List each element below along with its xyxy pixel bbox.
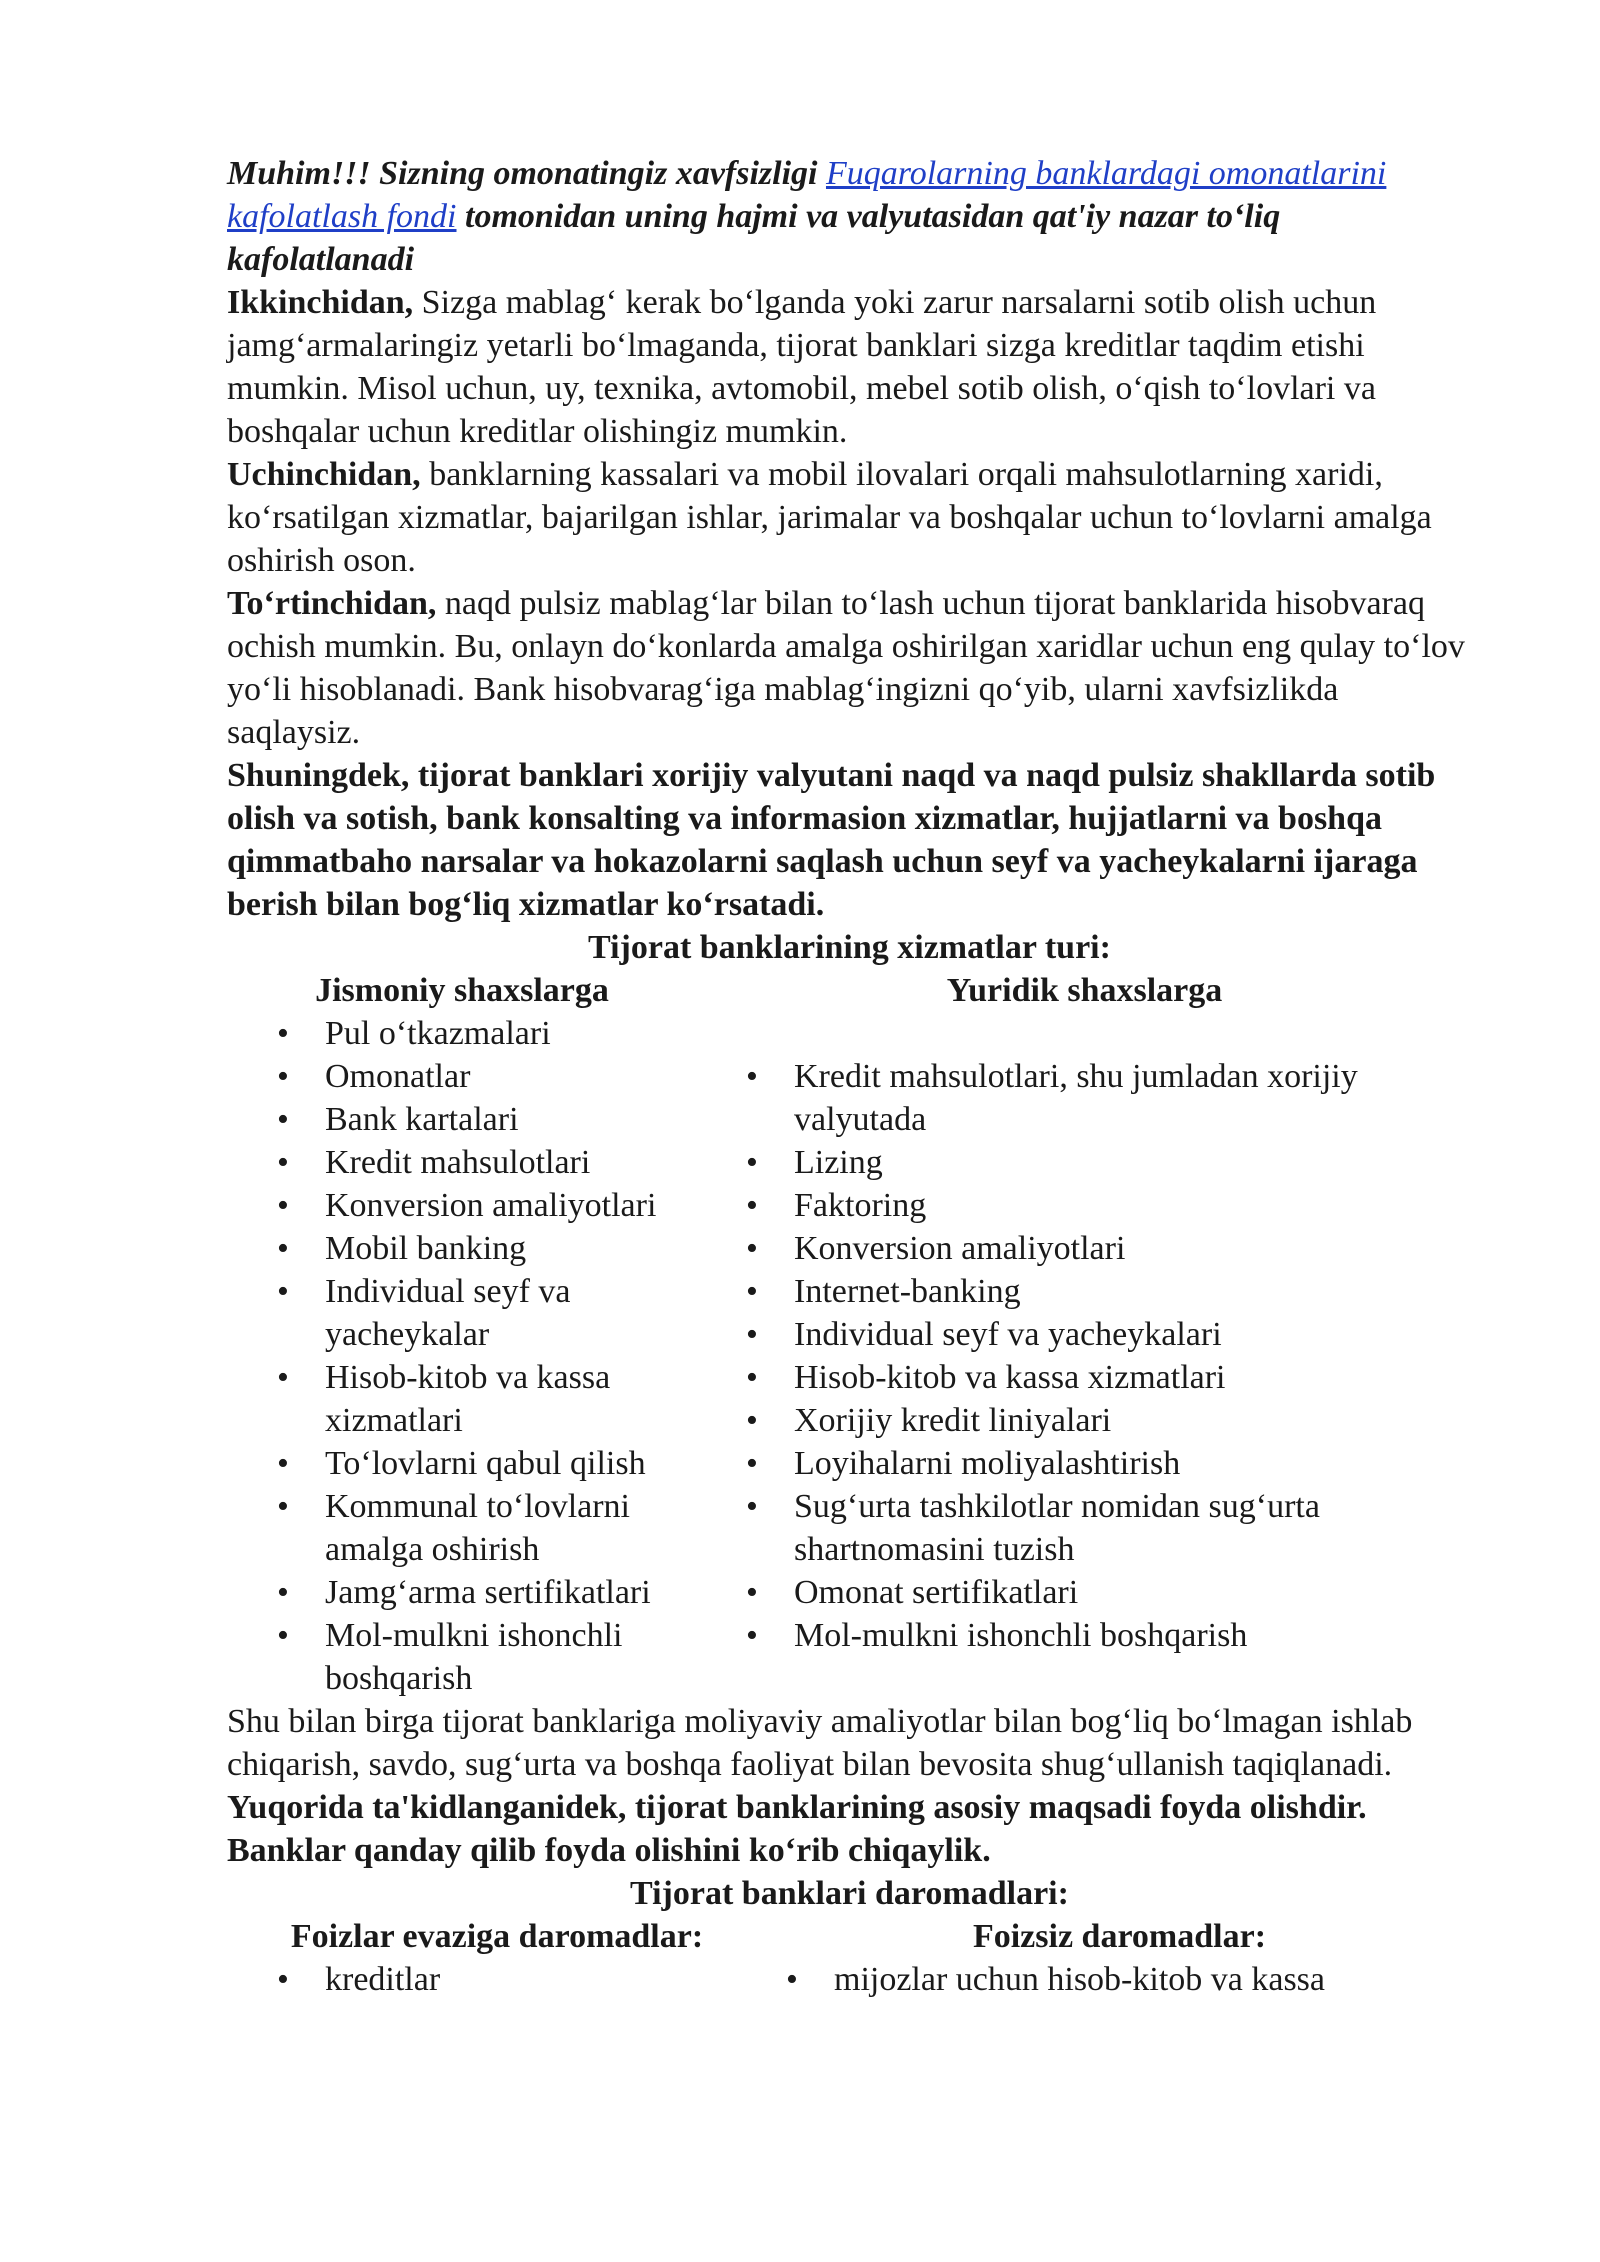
list-item-text: Mobil banking bbox=[325, 1230, 527, 1267]
bullet-icon: • bbox=[786, 1961, 798, 1998]
list-item-text: Konversion amaliyotlari bbox=[794, 1230, 1126, 1267]
list-item-text: Sug‘urta tashkilotlar nomidan sug‘urta shartnomasini tuzish bbox=[794, 1488, 1320, 1568]
list-item-text: Lizing bbox=[794, 1144, 883, 1181]
list-item bbox=[697, 1356, 1472, 1399]
bullet-icon: • bbox=[746, 1058, 758, 1095]
list-item-text: To‘lovlarni qabul qilish bbox=[325, 1445, 646, 1482]
paragraph-fourthly-label: To‘rtinchidan, bbox=[227, 585, 437, 622]
list-item bbox=[697, 1399, 1472, 1442]
intro-tail: tomonidan uning hajmi va valyutasidan qat'iy nazar to‘liq kafolatlanadi bbox=[227, 198, 1281, 278]
list-item-text: Kredit mahsulotlari bbox=[325, 1144, 591, 1181]
interest-income-column bbox=[227, 1915, 767, 2001]
bullet-icon: • bbox=[277, 1961, 289, 1998]
list-item bbox=[697, 1485, 1472, 1571]
list-item-text: Internet-banking bbox=[794, 1273, 1021, 1310]
list-item bbox=[697, 1184, 1472, 1227]
intro-lead: Muhim!!! Sizning omonatingiz xavfsizligi bbox=[227, 155, 826, 192]
list-item-text: Faktoring bbox=[794, 1187, 927, 1224]
paragraph-secondly-text: Sizga mablag‘ kerak bo‘lganda yoki zarur narsalarni sotib olish uchun jamg‘armalaringiz yetarli bo‘lmaganda, tijorat banklari sizga kreditlar taqdim etishi mumkin. Misol uchun, uy, texnika, avtomobil, mebel sotib olish, o‘qish to‘lovlari va boshqalar uchun kreditlar olishingiz mumkin. bbox=[227, 284, 1377, 450]
bullet-icon: • bbox=[746, 1359, 758, 1396]
legal-entities-services-list bbox=[697, 1055, 1472, 1657]
list-item-text: Loyihalarni moliyalashtirish bbox=[794, 1445, 1181, 1482]
list-item bbox=[227, 1227, 697, 1270]
bullet-icon: • bbox=[277, 1144, 289, 1181]
paragraph-profit: Yuqorida ta'kidlanganidek, tijorat banklarining asosiy maqsadi foyda olishdir. Banklar qanday qilib foyda olishini ko‘rib chiqaylik. bbox=[227, 1789, 1367, 1869]
paragraph-prohibited: Shu bilan birga tijorat banklariga moliyaviy amaliyotlar bilan bog‘liq bo‘lmagan ishlab chiqarish, savdo, sug‘urta va boshqa faoliyat bilan bevosita shug‘ullanish taqiqlanadi. bbox=[227, 1703, 1413, 1783]
paragraph-secondly-label: Ikkinchidan, bbox=[227, 284, 414, 321]
list-item-text: Individual seyf va yacheykalari bbox=[794, 1316, 1222, 1353]
bullet-icon: • bbox=[277, 1488, 289, 1525]
list-item bbox=[227, 1184, 697, 1227]
list-item-text: Omonatlar bbox=[325, 1058, 471, 1095]
paragraph-also: Shuningdek, tijorat banklari xorijiy valyutani naqd va naqd pulsiz shakllarda sotib olish va sotish, bank konsalting va informasion xizmatlar, hujjatlarni va boshqa qimmatbaho narsalar va hokazolarni saqlash uchun seyf va yacheykalarni ijaraga berish bilan bog‘liq xizmatlar ko‘rsatadi. bbox=[227, 757, 1436, 923]
list-item bbox=[227, 1958, 767, 2001]
income-title: Tijorat banklari daromadlari: bbox=[630, 1875, 1069, 1912]
list-item bbox=[697, 1442, 1472, 1485]
individuals-column bbox=[227, 969, 697, 1700]
non-interest-income-list bbox=[767, 1958, 1472, 2001]
list-item-text: Pul o‘tkazmalari bbox=[325, 1015, 551, 1052]
guarantee-fund-link[interactable]: Fuqarolarning banklardagi omonatlarini kafolatlash fondi bbox=[227, 155, 1387, 235]
paragraph-secondly bbox=[227, 281, 1472, 453]
list-item-text: Bank kartalari bbox=[325, 1101, 519, 1138]
bullet-icon: • bbox=[277, 1359, 289, 1396]
document-body bbox=[227, 152, 1472, 2001]
bullet-icon: • bbox=[277, 1015, 289, 1052]
list-item bbox=[697, 1055, 1472, 1141]
bullet-icon: • bbox=[277, 1574, 289, 1611]
list-item-text: Xorijiy kredit liniyalari bbox=[794, 1402, 1112, 1439]
list-item bbox=[227, 1098, 697, 1141]
list-item bbox=[227, 1485, 697, 1571]
list-item bbox=[697, 1227, 1472, 1270]
intro-paragraph bbox=[227, 152, 1472, 281]
list-item bbox=[227, 1055, 697, 1098]
bullet-icon: • bbox=[746, 1488, 758, 1525]
bullet-icon: • bbox=[746, 1402, 758, 1439]
list-item-text: mijozlar uchun hisob-kitob va kassa bbox=[834, 1961, 1326, 1998]
services-columns bbox=[227, 969, 1472, 1700]
list-item bbox=[227, 1571, 697, 1614]
column-spacer bbox=[697, 1012, 1472, 1055]
interest-income-list bbox=[227, 1958, 767, 2001]
bullet-icon: • bbox=[746, 1574, 758, 1611]
income-columns bbox=[227, 1915, 1472, 2001]
list-item bbox=[227, 1614, 697, 1700]
bullet-icon: • bbox=[746, 1617, 758, 1654]
legal-entities-heading: Yuridik shaxslarga bbox=[946, 972, 1223, 1009]
list-item bbox=[227, 1141, 697, 1184]
bullet-icon: • bbox=[746, 1273, 758, 1310]
list-item-text: Hisob-kitob va kassa xizmatlari bbox=[794, 1359, 1226, 1396]
bullet-icon: • bbox=[746, 1445, 758, 1482]
services-title: Tijorat banklarining xizmatlar turi: bbox=[588, 929, 1111, 966]
interest-income-heading: Foizlar evaziga daromadlar: bbox=[290, 1918, 704, 1955]
paragraph-thirdly-label: Uchinchidan, bbox=[227, 456, 421, 493]
list-item bbox=[227, 1356, 697, 1442]
list-item bbox=[697, 1571, 1472, 1614]
list-item-text: Individual seyf va yacheykalar bbox=[325, 1273, 571, 1353]
legal-entities-column bbox=[697, 969, 1472, 1700]
list-item bbox=[697, 1313, 1472, 1356]
bullet-icon: • bbox=[277, 1445, 289, 1482]
list-item-text: Konversion amaliyotlari bbox=[325, 1187, 657, 1224]
list-item bbox=[697, 1270, 1472, 1313]
paragraph-fourthly bbox=[227, 582, 1472, 754]
list-item-text: Mol-mulkni ishonchli boshqarish bbox=[794, 1617, 1248, 1654]
bullet-icon: • bbox=[746, 1187, 758, 1224]
individuals-services-list bbox=[227, 1012, 697, 1700]
list-item-text: Hisob-kitob va kassa xizmatlari bbox=[325, 1359, 611, 1439]
bullet-icon: • bbox=[277, 1273, 289, 1310]
list-item-text: Kredit mahsulotlari, shu jumladan xorijiy valyutada bbox=[794, 1058, 1358, 1138]
list-item bbox=[227, 1442, 697, 1485]
list-item-text: Mol-mulkni ishonchli boshqarish bbox=[325, 1617, 623, 1697]
list-item-text: Jamg‘arma sertifikatlari bbox=[325, 1574, 651, 1611]
bullet-icon: • bbox=[277, 1187, 289, 1224]
bullet-icon: • bbox=[746, 1230, 758, 1267]
paragraph-fourthly-text: naqd pulsiz mablag‘lar bilan to‘lash uchun tijorat banklarida hisobvaraq ochish mumkin. Bu, onlayn do‘konlarda amalga oshirilgan xaridlar uchun eng qulay to‘lov yo‘li hisoblanadi. Bank hisobvarag‘iga mablag‘ingizni qo‘yib, ularni xavfsizlikda saqlaysiz. bbox=[227, 585, 1465, 751]
bullet-icon: • bbox=[277, 1230, 289, 1267]
list-item-text: kreditlar bbox=[325, 1961, 441, 1998]
list-item bbox=[227, 1012, 697, 1055]
bullet-icon: • bbox=[746, 1144, 758, 1181]
list-item bbox=[227, 1270, 697, 1356]
list-item-text: Omonat sertifikatlari bbox=[794, 1574, 1079, 1611]
paragraph-thirdly-text: banklarning kassalari va mobil ilovalari orqali mahsulotlarning xaridi, ko‘rsatilgan xizmatlar, bajarilgan ishlar, jarimalar va boshqalar uchun to‘lovlarni amalga oshirish oson. bbox=[227, 456, 1432, 579]
bullet-icon: • bbox=[277, 1101, 289, 1138]
non-interest-income-heading: Foizsiz daromadlar: bbox=[972, 1918, 1267, 1955]
list-item-text: Kommunal to‘lovlarni amalga oshirish bbox=[325, 1488, 631, 1568]
individuals-heading: Jismoniy shaxslarga bbox=[315, 972, 609, 1009]
paragraph-thirdly bbox=[227, 453, 1472, 582]
bullet-icon: • bbox=[277, 1617, 289, 1654]
list-item bbox=[767, 1958, 1472, 2001]
bullet-icon: • bbox=[746, 1316, 758, 1353]
non-interest-income-column bbox=[767, 1915, 1472, 2001]
list-item bbox=[697, 1614, 1472, 1657]
list-item bbox=[697, 1141, 1472, 1184]
bullet-icon: • bbox=[277, 1058, 289, 1095]
